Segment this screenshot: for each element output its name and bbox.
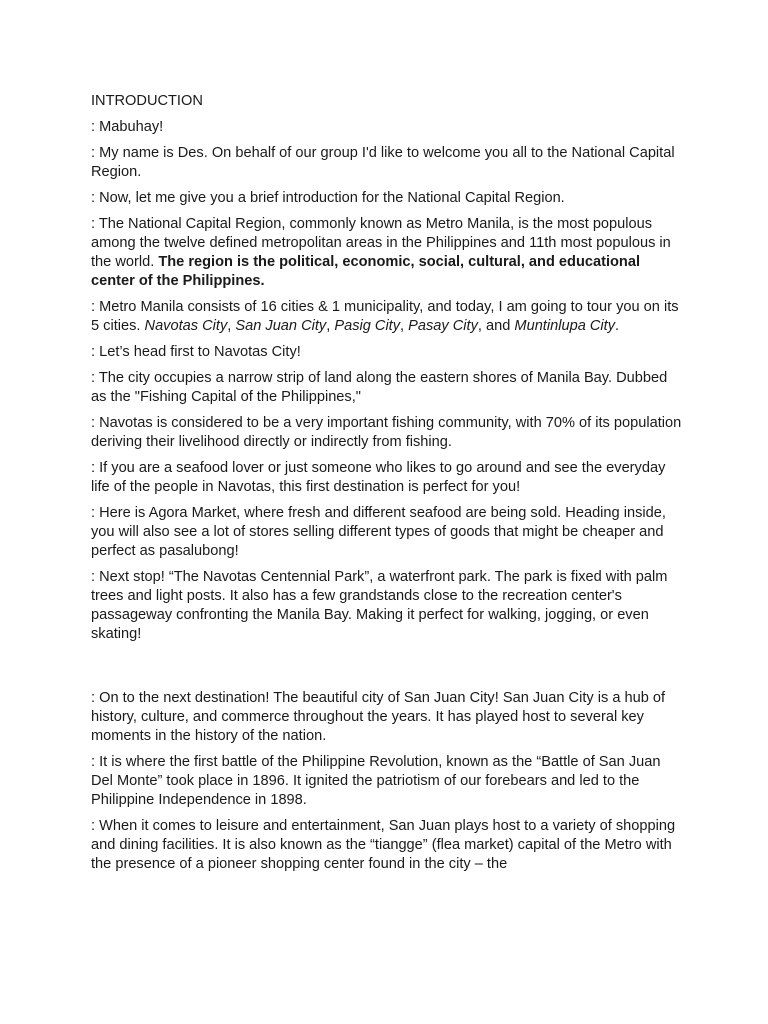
city-muntinlupa: Muntinlupa City [514, 318, 616, 334]
document-body [91, 92, 683, 881]
paragraph-san-juan-shopping: : When it comes to leisure and entertainment, San Juan plays host to a variety of shopping and dining facilities. It is also known as the “tiangge” (flea market) capital of the Metro with the presence of a pioneer shopping center found in the city – the [91, 818, 676, 872]
paragraph-san-juan-history: : It is where the first battle of the Philippine Revolution, known as the “Battle of San Juan Del Monte” took place in 1896. It ignited the patriotism of our forebears and led to the Philippine Independence in 1898. [91, 754, 661, 808]
cities-intro-text: : Metro Manila consists of 16 cities & 1 municipality, and today, I am going to tour you on its 5 cities. [91, 299, 679, 334]
paragraph-centennial-park: : Next stop! “The Navotas Centennial Park”, a waterfront park. The park is fixed with palm trees and light posts. It also has a few grandstands close to the recreation center's passageway confronting the Manila Bay. Making it perfect for walking, jogging, or even skating! [91, 569, 668, 642]
paragraph-ncr-description [91, 215, 683, 291]
city-pasay: Pasay City [408, 318, 478, 334]
paragraph-navotas-start: : Let’s head first to Navotas City! [91, 344, 301, 360]
paragraph-cities [91, 298, 683, 336]
paragraph-navotas-location: : The city occupies a narrow strip of land along the eastern shores of Manila Bay. Dubbed as the "Fishing Capital of the Philippines," [91, 370, 668, 405]
paragraph-intro: : Now, let me give you a brief introduction for the National Capital Region. [91, 190, 565, 206]
city-san-juan: San Juan City [235, 318, 327, 334]
city-separator-and: , and [477, 318, 515, 334]
paragraph-san-juan-intro: : On to the next destination! The beautiful city of San Juan City! San Juan City is a hub of history, culture, and commerce throughout the years. It has played host to several key moments in the history of the nation. [91, 690, 666, 744]
paragraph-navotas-fishing: : Navotas is considered to be a very important fishing community, with 70% of its population deriving their livelihood directly or indirectly from fishing. [91, 415, 682, 450]
paragraph-agora-market: : Here is Agora Market, where fresh and different seafood are being sold. Heading inside, you will also see a lot of stores selling different types of goods that might be cheaper and perfect as pasalubong! [91, 505, 666, 559]
section-heading: INTRODUCTION [91, 93, 203, 109]
paragraph-navotas-seafood: : If you are a seafood lover or just someone who likes to go around and see the everyday life of the people in Navotas, this first destination is perfect for you! [91, 460, 666, 495]
ncr-description-bold: The region is the political, economic, social, cultural, and educational center of the Philippines. [91, 254, 641, 289]
paragraph-gap [91, 651, 683, 689]
city-separator: , [326, 318, 335, 334]
paragraph-greeting: : Mabuhay! [91, 119, 164, 135]
city-separator: , [400, 318, 409, 334]
paragraph-welcome: : My name is Des. On behalf of our group I'd like to welcome you all to the National Capital Region. [91, 145, 675, 180]
cities-period: . [615, 318, 620, 334]
city-pasig: Pasig City [334, 318, 401, 334]
ncr-description-text: : The National Capital Region, commonly known as Metro Manila, is the most populous among the twelve defined metropolitan areas in the Philippines and 11th most populous in the world. [91, 216, 671, 270]
city-separator: , [227, 318, 236, 334]
city-navotas: Navotas City [144, 318, 228, 334]
